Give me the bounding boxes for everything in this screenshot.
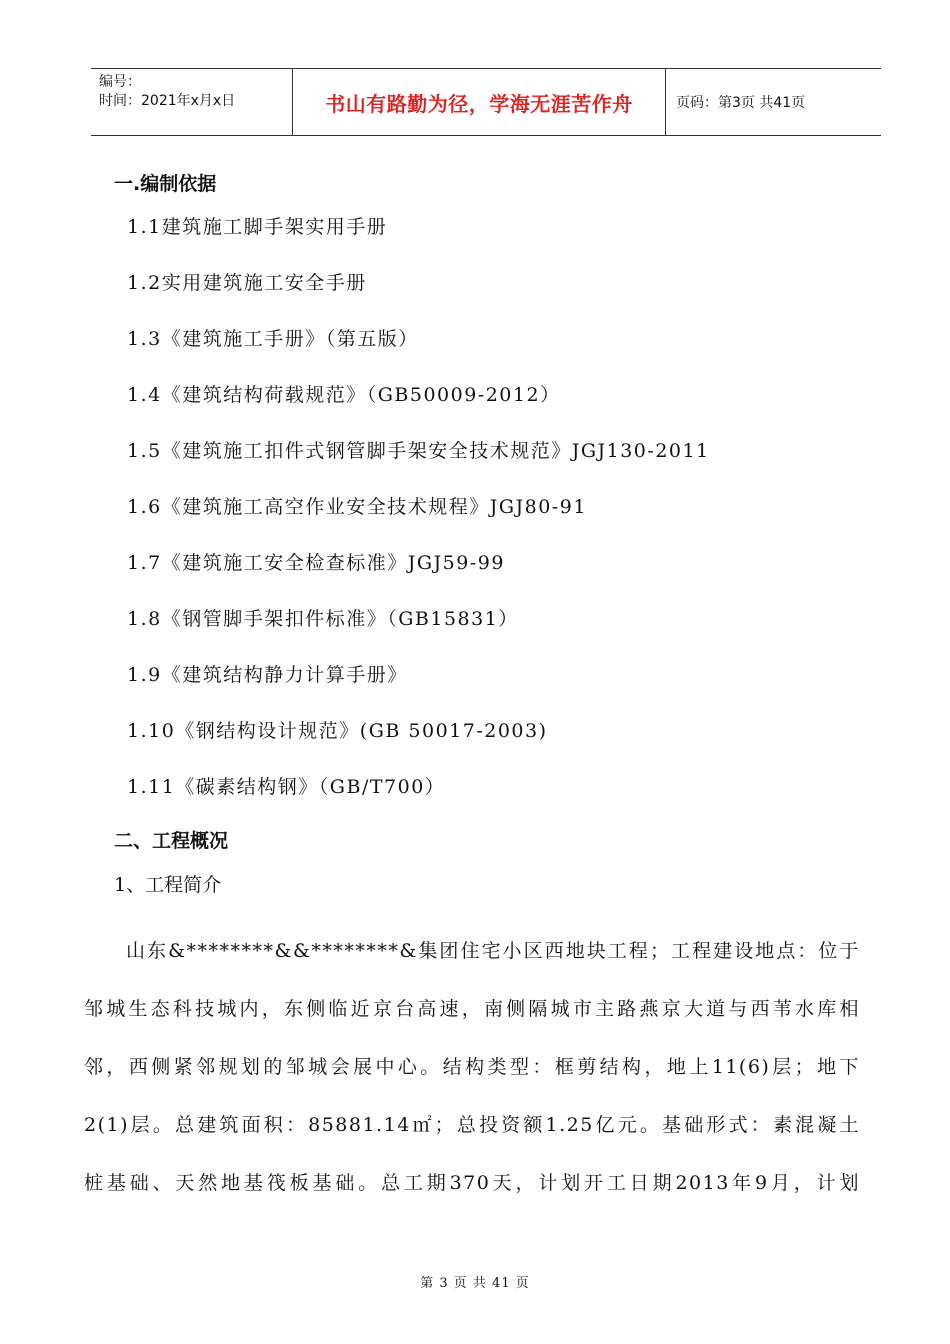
paragraph-line: 邻，西侧紧邻规划的邹城会展中心。结构类型：框剪结构，地上11(6)层；地下 [84, 1056, 860, 1078]
header-page-number: 页码：第3页 共41页 [676, 95, 806, 111]
subsection-title-intro: 1、工程简介 [114, 874, 222, 896]
paragraph-line: 桩基础、天然地基筏板基础。总工期370天，计划开工日期2013年9月，计划 [84, 1172, 860, 1194]
list-item: 1.5《建筑施工扣件式钢管脚手架安全技术规范》JGJ130-2011 [127, 440, 710, 462]
section-title-overview: 二、工程概况 [114, 830, 229, 852]
list-item: 1.6《建筑施工高空作业安全技术规程》JGJ80-91 [127, 496, 587, 518]
list-item: 1.9《建筑结构静力计算手册》 [127, 664, 408, 686]
list-item: 1.4《建筑结构荷载规范》（GB50009-2012） [127, 384, 561, 406]
list-item: 1.7《建筑施工安全检查标准》JGJ59-99 [127, 552, 505, 574]
document-number-label: 编号： [99, 74, 141, 90]
list-item: 1.1建筑施工脚手架实用手册 [127, 216, 388, 238]
page-footer: 第 3 页 共 41 页 [420, 1276, 530, 1291]
header-meta [91, 69, 293, 135]
list-item: 1.8《钢管脚手架扣件标准》（GB15831） [127, 608, 519, 630]
list-item: 1.2实用建筑施工安全手册 [127, 272, 367, 294]
section-title-basis: 一.编制依据 [114, 173, 217, 195]
project-intro-paragraph [84, 922, 860, 1212]
paragraph-line: 山东&********&&********&集团住宅小区西地块工程；工程建设地点：位于 [126, 940, 860, 962]
document-time-label: 时间：2021年x月x日 [99, 93, 236, 109]
list-item: 1.3《建筑施工手册》（第五版） [127, 328, 419, 350]
list-item: 1.10《钢结构设计规范》(GB 50017-2003) [127, 720, 548, 742]
list-item: 1.11《碳素结构钢》（GB/T700） [127, 776, 446, 798]
paragraph-line: 2(1)层。总建筑面积：85881.14㎡；总投资额1.25亿元。基础形式：素混凝土 [84, 1114, 860, 1136]
paragraph-line: 邹城生态科技城内，东侧临近京台高速，南侧隔城市主路燕京大道与西苇水库相 [84, 998, 860, 1020]
page-header [91, 68, 881, 136]
header-motto: 书山有路勤为径，学海无涯苦作舟 [293, 69, 666, 135]
